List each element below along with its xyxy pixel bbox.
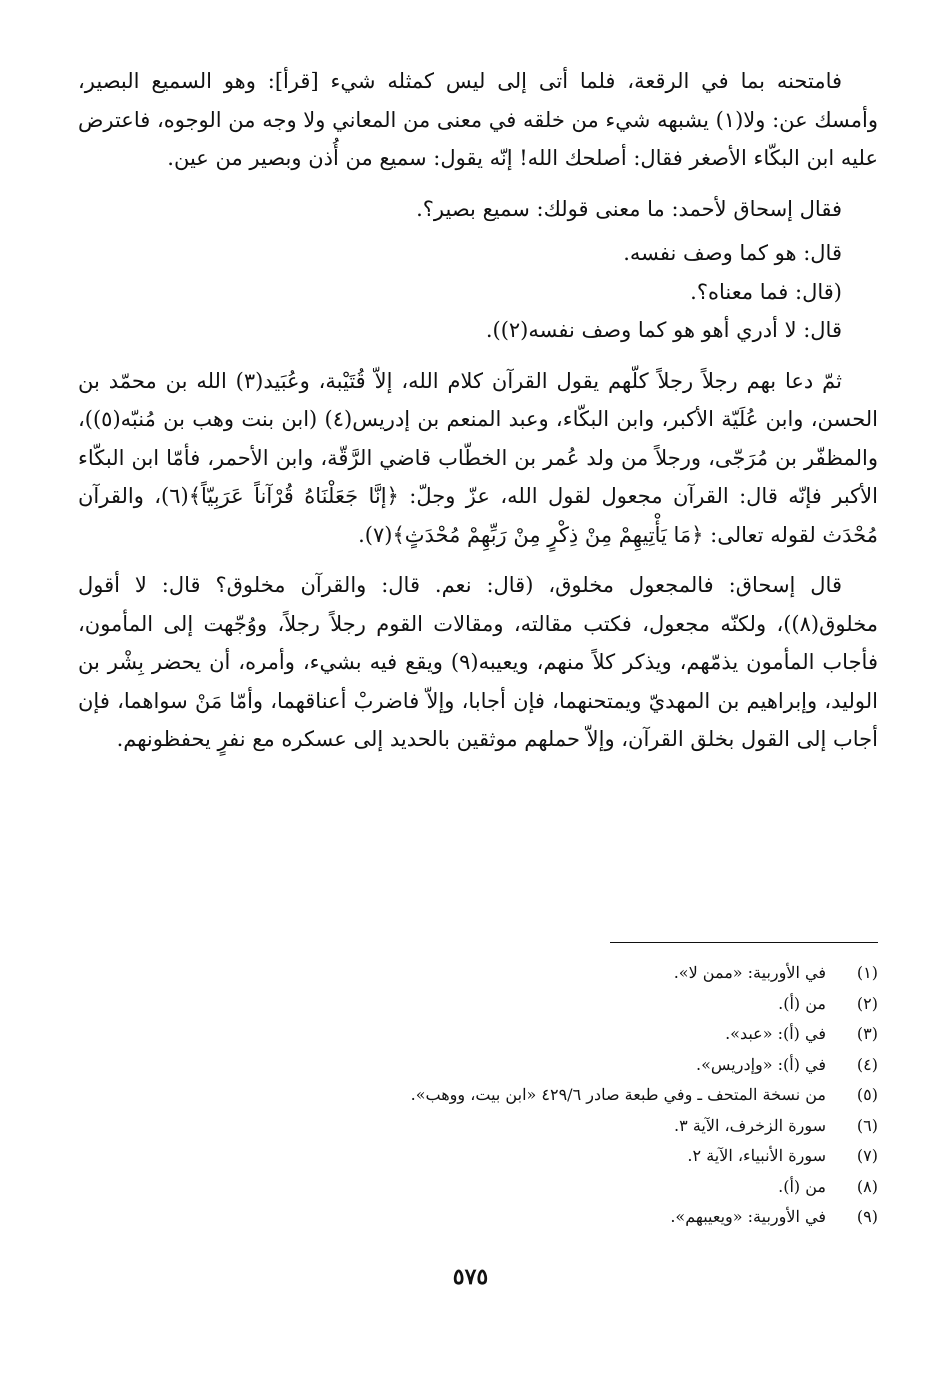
footnote-item (78, 1019, 878, 1050)
footnote-divider (610, 942, 878, 943)
footnote-text: من (أ). (778, 1176, 826, 1196)
paragraph-4: (قال: فما معناه؟. (690, 279, 842, 304)
footnote-item (78, 1172, 878, 1203)
footnote-text: في (أ): «وإدريس». (695, 1054, 826, 1074)
footnote-text: سورة الزخرف، الآية ٣. (674, 1115, 826, 1135)
footnote-item (78, 1202, 878, 1233)
footnote-item (78, 989, 878, 1020)
footnote-item (78, 1141, 878, 1172)
footnote-text: من (أ). (778, 993, 826, 1013)
footnote-number: (٣) (856, 1024, 878, 1043)
footnote-item (78, 958, 878, 989)
footnote-text: في (أ): «عبد». (725, 1024, 826, 1043)
footnote-number: (٦) (856, 1115, 878, 1135)
footnote-text: سورة الأنبياء، الآية ٢. (687, 1146, 826, 1165)
footnote-number: (٥) (856, 1085, 878, 1104)
paragraph-3: قال: هو كما وصف نفسه. (623, 241, 842, 265)
paragraph-1: فامتحنه بما في الرقعة، فلما أتى إلى ليس كمثله شيء [قرأ]: وهو السميع البصير، وأمسك عن: ولا(١) يشبهه شيء من خلقه في معنى من المعاني ولا وجه من الوجوه، فاعترض عليه ابن البكّاء الأصغر فقال: أصلحك الله! إنّه يقول: سميع من أُذن وبصير من عين. (77, 69, 878, 170)
main-text (78, 62, 878, 759)
footnote-item (78, 1050, 878, 1081)
paragraph-2: فقال إسحاق لأحمد: ما معنى قولك: سميع بصير؟. (416, 196, 842, 221)
footnote-text: من نسخة المتحف ـ وفي طبعة صادر ٤٢٩/٦ «ابن بيت، ووهب». (410, 1085, 826, 1104)
footnote-number: (٧) (856, 1146, 878, 1165)
footnote-text: في الأوربية: «ممن لا». (673, 963, 826, 982)
footnote-item (78, 1080, 878, 1111)
footnote-number: (٨) (856, 1176, 878, 1196)
footnote-number: (٢) (856, 993, 878, 1013)
footnote-item (78, 1111, 878, 1142)
page-number: ٥٧٥ (452, 1264, 489, 1290)
paragraph-7: قال إسحاق: فالمجعول مخلوق، (قال: نعم. قال: والقرآن مخلوق؟ قال: لا أقول مخلوق(٨))، ولكنّه مجعول، فكتب مقالته، ومقالات القوم رجلاً رجلاً، ووُجّهت إلى المأمون، فأجاب المأمون يذمّهم، ويذكر كلاً منهم، ويعيبه(٩) ويقع فيه بشيء، وأمره، أن يحضر بِشْر بن الوليد، وإبراهيم بن المهديّ ويمتحنهما، فإن أجابا، وإلاّ فاضربْ أعناقهما، وأمّا مَنْ سواهما، فإن أجاب إلى القول بخلق القرآن، وإلاّ حملهم موثقين بالحديد إلى عسكره مع نفرٍ يحفظونهم. (78, 573, 878, 751)
paragraph-6: ثمّ دعا بهم رجلاً رجلاً كلّهم يقول القرآن كلام الله، إلاّ قُتَيْبة، وعُبَيد(٣) الله بن محمّد بن الحسن، وابن عُلَيّة الأكبر، وابن البكّاء، وعبد المنعم بن إدريس(٤) (ابن بنت وهب بن مُنبّه(٥))، والمظفّر بن مُرَجّى، ورجلاً من ولد عُمر بن الخطّاب قاضي الرَّقّة، وابن الأحمر، فأمّا ابن البكّاء الأكبر فإنّه قال: القرآن مجعول لقول الله، عزّ وجلّ: ﴿إنَّا جَعَلْنَاهُ قُرْآناً عَرَبِيّاً﴾(٦)، والقرآن مُحْدَث لقوله تعالى: ﴿مَا يَأْتِيهِمْ مِنْ ذِكْرٍ مِنْ رَبِّهِمْ مُحْدَثٍ﴾(٧). (78, 368, 878, 547)
footnote-number: (٩) (856, 1207, 878, 1226)
footnote-text: في الأوربية: «ويعيبهم». (670, 1207, 826, 1226)
footnote-number: (١) (856, 963, 878, 982)
paragraph-5: قال: لا أدري أهو هو كما وصف نفسه(٢)). (485, 318, 842, 342)
footnotes-list (78, 958, 878, 1233)
footnote-number: (٤) (856, 1054, 878, 1074)
